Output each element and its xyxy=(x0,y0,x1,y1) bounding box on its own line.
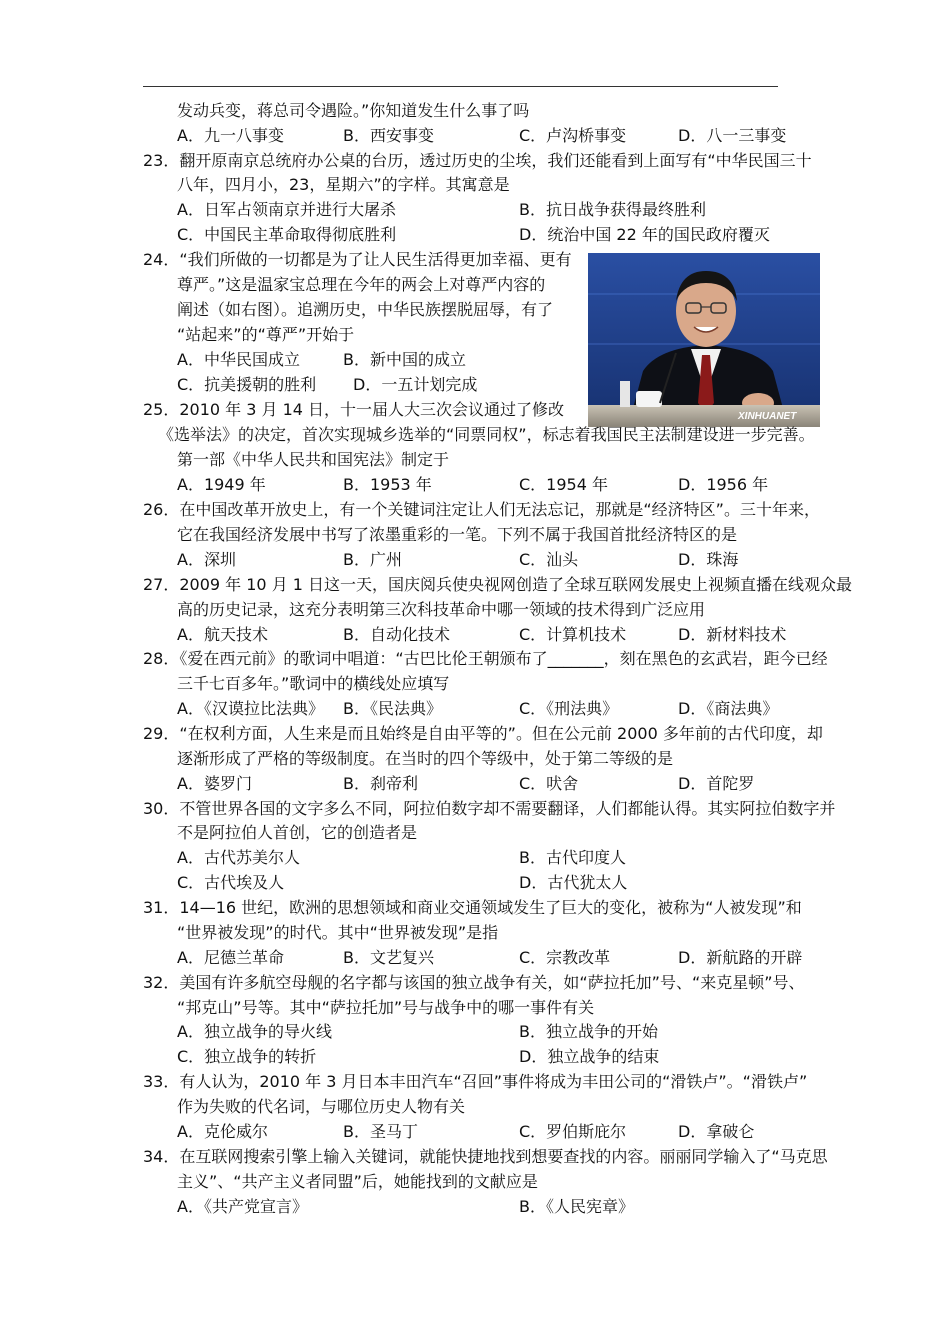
q32-option-b: B．独立战争的开始 xyxy=(519,1022,658,1041)
q29-option-b: B．刹帝利 xyxy=(343,774,418,793)
q31-text-1: 31．14—16 世纪，欧洲的思想领域和商业交通领域发生了巨大的变化，被称为“人被发现”和 xyxy=(143,898,802,917)
q31-option-d: D．新航路的开辟 xyxy=(678,948,803,967)
q34-option-b: B．《人民宪章》 xyxy=(519,1197,634,1216)
q28-text-2: 三千七百多年。”歌词中的横线处应填写 xyxy=(177,674,450,693)
q23-option-c: C．中国民主革命取得彻底胜利 xyxy=(177,225,397,244)
q26-option-c: C．汕头 xyxy=(519,550,579,569)
q33-option-b: B．圣马丁 xyxy=(343,1122,418,1141)
q24-option-c: C．抗美援朝的胜利 xyxy=(177,375,317,394)
q32-text-2: “邦克山”号等。其中“萨拉托加”号与战争中的哪一事件有关 xyxy=(177,998,595,1017)
q26-option-d: D．珠海 xyxy=(678,550,739,569)
q28-option-a: A．《汉谟拉比法典》 xyxy=(177,699,324,718)
q33-option-a: A．克伦威尔 xyxy=(177,1122,268,1141)
photo-watermark: XINHUANET xyxy=(738,411,797,422)
q25-text-3: 第一部《中华人民共和国宪法》制定于 xyxy=(177,450,450,469)
q30-option-d: D．古代犹太人 xyxy=(519,873,628,892)
q29-option-c: C．吠舍 xyxy=(519,774,579,793)
q22-option-c: C．卢沟桥事变 xyxy=(519,126,627,145)
q32-option-a: A．独立战争的导火线 xyxy=(177,1022,332,1041)
q29-option-d: D．首陀罗 xyxy=(678,774,755,793)
q34-text-1: 34．在互联网搜索引擎上输入关键词，就能快捷地找到想要查找的内容。丽丽同学输入了“马克思 xyxy=(143,1147,828,1166)
q25-option-d: D．1956 年 xyxy=(678,475,769,494)
q34-text-2: 主义”、“共产主义者同盟”后，她能找到的文献应是 xyxy=(177,1172,538,1191)
q24-option-a: A．中华民国成立 xyxy=(177,350,300,369)
q27-text-2: 高的历史记录，这充分表明第三次科技革命中哪一领域的技术得到广泛应用 xyxy=(177,600,706,619)
q33-option-d: D．拿破仑 xyxy=(678,1122,755,1141)
q28-option-d: D．《商法典》 xyxy=(678,699,779,718)
press-conference-photo xyxy=(588,253,820,427)
q31-option-a: A．尼德兰革命 xyxy=(177,948,284,967)
q26-text-1: 26．在中国改革开放史上，有一个关键词注定让人们无法忘记，那就是“经济特区”。三十年来， xyxy=(143,500,820,519)
q30-text-1: 30．不管世界各国的文字多么不同，阿拉伯数字却不需要翻译，人们都能认得。其实阿拉伯数字并 xyxy=(143,799,836,818)
q30-option-b: B．古代印度人 xyxy=(519,848,626,867)
q27-option-c: C．计算机技术 xyxy=(519,625,627,644)
q25-option-b: B．1953 年 xyxy=(343,475,432,494)
q31-option-b: B．文艺复兴 xyxy=(343,948,434,967)
q24-text-3: 阐述（如右图）。追溯历史，中华民族摆脱屈辱，有了 xyxy=(177,300,554,319)
q27-option-d: D．新材料技术 xyxy=(678,625,787,644)
q25-option-a: A．1949 年 xyxy=(177,475,266,494)
q26-option-a: A．深圳 xyxy=(177,550,236,569)
q25-option-c: C．1954 年 xyxy=(519,475,608,494)
q24-text-2: 尊严。”这是温家宝总理在今年的两会上对尊严内容的 xyxy=(177,275,546,294)
q29-text-1: 29．“在权利方面，人生来是而且始终是自由平等的”。但在公元前 2000 多年前的古代印度，却 xyxy=(143,724,823,743)
q28-text-1: 28．《爱在西元前》的歌词中唱道：“古巴比伦王朝颁布了_______，刻在黑色的玄武岩，距今已经 xyxy=(143,649,828,668)
q26-option-b: B．广州 xyxy=(343,550,402,569)
q26-text-2: 它在我国经济发展中书写了浓墨重彩的一笔。下列不属于我国首批经济特区的是 xyxy=(177,525,738,544)
q28-option-c: C．《刑法典》 xyxy=(519,699,619,718)
q25-text-2: 《选举法》的决定，首次实现城乡选举的“同票同权”，标志着我国民主法制建设进一步完善。 xyxy=(158,425,815,444)
q29-text-2: 逐渐形成了严格的等级制度。在当时的四个等级中，处于第二等级的是 xyxy=(177,749,674,768)
q24-option-b: B．新中国的成立 xyxy=(343,350,466,369)
q28-option-b: B．《民法典》 xyxy=(343,699,442,718)
q22-text: 发动兵变，蒋总司令遇险。”你知道发生什么事了吗 xyxy=(177,101,530,120)
q29-option-a: A．婆罗门 xyxy=(177,774,252,793)
q27-text-1: 27．2009 年 10 月 1 日这一天，国庆阅兵使央视网创造了全球互联网发展史上视频直播在线观众最 xyxy=(143,575,853,594)
q34-option-a: A．《共产党宣言》 xyxy=(177,1197,308,1216)
q22-option-a: A．九一八事变 xyxy=(177,126,284,145)
q30-option-c: C．古代埃及人 xyxy=(177,873,285,892)
q23-text-1: 23．翻开原南京总统府办公桌的台历，透过历史的尘埃，我们还能看到上面写有“中华民国三十 xyxy=(143,151,812,170)
q32-option-d: D．独立战争的结束 xyxy=(519,1047,660,1066)
header-rule xyxy=(143,86,778,87)
q32-option-c: C．独立战争的转折 xyxy=(177,1047,317,1066)
q30-text-2: 不是阿拉伯人首创，它的创造者是 xyxy=(177,823,418,842)
q31-option-c: C．宗教改革 xyxy=(519,948,611,967)
q33-text-2: 作为失败的代名词，与哪位历史人物有关 xyxy=(177,1097,466,1116)
q27-option-a: A．航天技术 xyxy=(177,625,268,644)
q24-text-1: 24．“我们所做的一切都是为了让人民生活得更加幸福、更有 xyxy=(143,250,572,269)
q23-option-d: D．统治中国 22 年的国民政府覆灭 xyxy=(519,225,770,244)
q31-text-2: “世界被发现”的时代。其中“世界被发现”是指 xyxy=(177,923,499,942)
q22-option-b: B．西安事变 xyxy=(343,126,434,145)
q24-text-4: “站起来”的“尊严”开始于 xyxy=(177,325,355,344)
q33-option-c: C．罗伯斯庇尔 xyxy=(519,1122,627,1141)
q24-option-d: D．一五计划完成 xyxy=(353,375,478,394)
q23-option-a: A．日军占领南京并进行大屠杀 xyxy=(177,200,396,219)
q23-option-b: B．抗日战争获得最终胜利 xyxy=(519,200,706,219)
q30-option-a: A．古代苏美尔人 xyxy=(177,848,300,867)
q25-text-1: 25．2010 年 3 月 14 日，十一届人大三次会议通过了修改 xyxy=(143,400,565,419)
q27-option-b: B．自动化技术 xyxy=(343,625,450,644)
q33-text-1: 33．有人认为，2010 年 3 月日本丰田汽车“召回”事件将成为丰田公司的“滑铁卢”。“滑铁卢” xyxy=(143,1072,808,1091)
q23-text-2: 八年，四月小，23，星期六”的字样。其寓意是 xyxy=(177,175,510,194)
q32-text-1: 32．美国有许多航空母舰的名字都与该国的独立战争有关，如“萨拉托加”号、“来克星顿”号、 xyxy=(143,973,805,992)
q22-option-d: D．八一三事变 xyxy=(678,126,787,145)
